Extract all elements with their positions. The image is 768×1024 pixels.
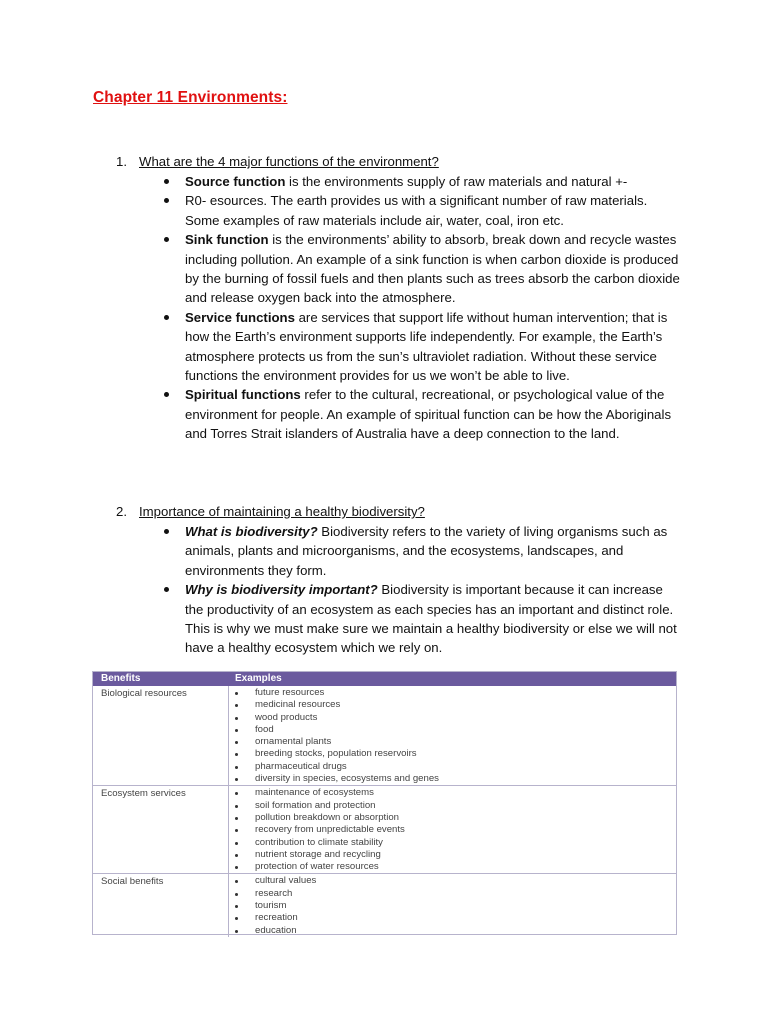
table-section: [93, 785, 676, 873]
question-text: Importance of maintaining a healthy biodiversity?: [139, 504, 425, 519]
list-item: [160, 385, 680, 443]
example-item: food: [233, 724, 676, 736]
example-item: future resources: [233, 687, 676, 699]
list-item: [160, 191, 680, 230]
examples-list: [233, 786, 676, 873]
example-item: education: [233, 925, 676, 937]
example-item: breeding stocks, population reservoirs: [233, 748, 676, 760]
term: Service functions: [185, 309, 295, 325]
example-item: pharmaceutical drugs: [233, 761, 676, 773]
benefit-label: Social benefits: [101, 876, 164, 888]
page-title: Chapter 11 Environments:: [93, 89, 288, 106]
example-item: pollution breakdown or absorption: [233, 812, 676, 824]
example-item: contribution to climate stability: [233, 837, 676, 849]
benefit-label: Ecosystem services: [101, 788, 186, 800]
benefit-label: Biological resources: [101, 688, 187, 699]
header-benefits: Benefits: [101, 673, 141, 684]
example-item: research: [233, 888, 676, 900]
example-item: maintenance of ecosystems: [233, 787, 676, 799]
description: Biodiversity is important because it can increase the productivity of an ecosystem as each species has an important and distinct role. This is why we must make sure we maintain a healthy biodiversity or else we will not have a healthy ecosystem which we rely on.: [185, 582, 677, 656]
example-item: soil formation and protection: [233, 800, 676, 812]
description: is the environments’ ability to absorb, break down and recycle wastes including pollution. An example of a sink function is when carbon dioxide is produced by the burning of fossil fuels and then plants such as trees absorb the carbon dioxide and release oxygen back into the atmosphere.: [185, 232, 680, 306]
description: Biodiversity refers to the variety of living organisms such as animals, plants and microorganisms, and the ecosystems, landscapes, and environments they form.: [185, 524, 668, 578]
term: What is biodiversity?: [185, 524, 318, 539]
example-item: recreation: [233, 912, 676, 924]
question-2-bullets: [160, 522, 680, 658]
description: is the environments supply of raw materials and natural +-: [285, 174, 628, 189]
example-item: diversity in species, ecosystems and genes: [233, 773, 676, 785]
table-section: [93, 873, 676, 936]
examples-list: [233, 686, 676, 785]
question-text: What are the 4 major functions of the environment?: [139, 154, 439, 169]
example-item: medicinal resources: [233, 699, 676, 711]
example-item: wood products: [233, 712, 676, 724]
question-number: 2.: [116, 504, 127, 519]
list-item: [160, 308, 680, 386]
header-examples: Examples: [235, 673, 282, 684]
example-item: protection of water resources: [233, 861, 676, 873]
term: Why is biodiversity important?: [185, 582, 378, 598]
description: are services that support life without human intervention; that is how the Earth’s environment supports life independently. For example, the Earth’s atmosphere protects us from the sun’s ultraviolet radiation. Without these service functions the environment provides for us we won’t be able to live.: [185, 309, 668, 384]
example-item: recovery from unpredictable events: [233, 824, 676, 836]
table-body: [93, 686, 676, 937]
question-1-bullets: [160, 172, 680, 444]
list-item: [160, 230, 680, 308]
question-number: 1.: [116, 154, 127, 169]
example-item: ornamental plants: [233, 736, 676, 748]
list-item: [160, 580, 680, 658]
example-item: cultural values: [233, 875, 676, 887]
example-item: tourism: [233, 900, 676, 912]
column-divider: [228, 874, 229, 936]
term: Sink function: [185, 232, 269, 248]
term: Source function: [185, 174, 286, 189]
list-item: [160, 522, 680, 580]
description: R0- esources. The earth provides us with a significant number of raw materials. Some examples of raw materials include air, water, coal, iron etc.: [185, 193, 648, 228]
benefits-table: [92, 671, 677, 935]
table-section: [93, 686, 676, 785]
term: Spiritual functions: [185, 387, 301, 403]
column-divider: [228, 686, 229, 785]
examples-list: [233, 874, 676, 936]
description: refer to the cultural, recreational, or psychological value of the environment for people. An example of spiritual function can be how the Aboriginals and Torres Strait islanders of Australia have a deep connection to the land.: [185, 387, 672, 442]
list-item: [160, 172, 680, 191]
table-header: [93, 672, 676, 686]
example-item: nutrient storage and recycling: [233, 849, 676, 861]
column-divider: [228, 786, 229, 873]
